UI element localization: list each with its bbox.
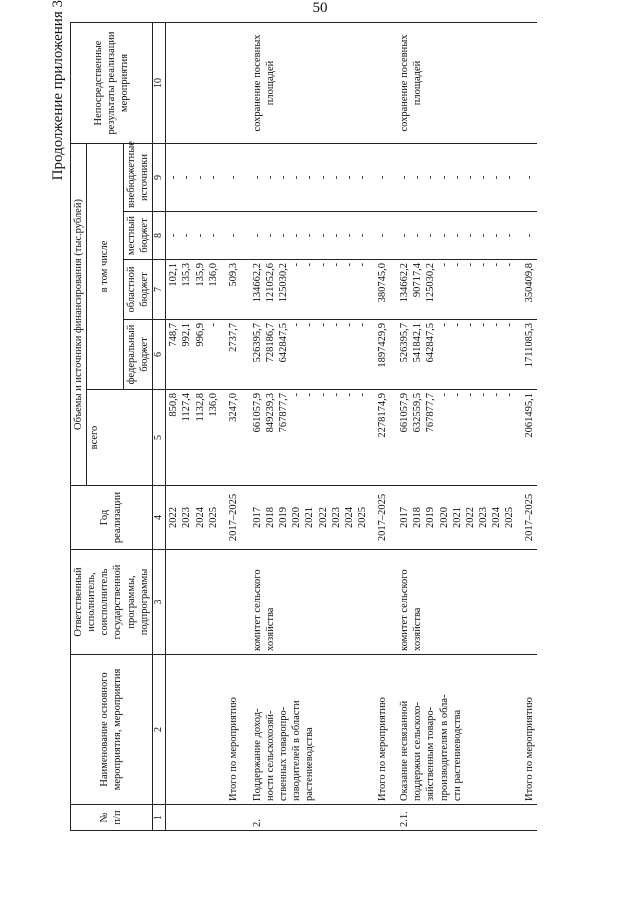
item-name: Поддержание доход- ности сельскохозяй- ственных товаропро- изводителей в области растениеводства — [241, 655, 370, 805]
item-name: Оказание несвязанной поддержки сельскохо- зяйственным товаро- производителям в обла- сти растениеводства — [390, 655, 517, 805]
extra-cell: - - - - - - - - - — [241, 143, 370, 211]
appendix-subtitle: Продолжение приложения 3 — [50, 0, 66, 181]
summary-years: 2017–2025 — [221, 486, 241, 550]
header-incl: в том числе — [87, 143, 123, 389]
summary-total: 2278174,9 — [370, 390, 390, 486]
years-cell: 2017 2018 2019 2020 2021 2022 2023 2024 2025 — [241, 486, 370, 550]
col-number: 4 — [152, 486, 166, 550]
extra-cell: - - - - - - - - - — [390, 143, 517, 211]
header-executor: Ответственный исполнитель, соисполнитель государственной программы, подпрограммы — [71, 550, 153, 655]
header-regional: областной бюджет — [123, 260, 152, 320]
federal-cell: 748,7 992,1 996,9 - — [166, 320, 221, 390]
federal-cell: 526395,7 728186,7 642847,5 - - - - - - — [241, 320, 370, 390]
item-result: сохранение посевных площадей — [241, 22, 370, 143]
summary-extra: - — [370, 143, 390, 211]
summary-years: 2017–2025 — [370, 486, 390, 550]
col-number: 6 — [152, 320, 166, 390]
summary-total: 3247,0 — [221, 390, 241, 486]
regional-cell: 134662,2 121052,6 125030,2 - - - - - - — [241, 260, 370, 320]
local-cell: - - - - - - - - - — [390, 212, 517, 260]
local-cell: - - - - - - - - - — [241, 212, 370, 260]
extra-cell: - - - - — [166, 143, 221, 211]
item-number: 2. — [241, 805, 370, 831]
summary-row — [517, 22, 537, 830]
header-results: Непосредственные результаты реализации мероприятия — [71, 22, 153, 143]
header-num: № п/п — [71, 805, 153, 831]
col-number: 8 — [152, 212, 166, 260]
col-number: 9 — [152, 143, 166, 211]
header-extra: внебюджетные источники — [123, 143, 152, 211]
col-number: 7 — [152, 260, 166, 320]
table-row — [166, 22, 221, 830]
summary-row — [221, 22, 241, 830]
table-row — [390, 22, 517, 830]
financing-table — [70, 22, 537, 831]
item-executor: комитет сельского хозяйства — [241, 550, 370, 655]
summary-local: - — [517, 212, 537, 260]
regional-cell: 102,1 135,3 135,9 136,0 — [166, 260, 221, 320]
item-executor: комитет сельского хозяйства — [390, 550, 517, 655]
header-federal: федеральный бюджет — [123, 320, 152, 390]
col-number: 2 — [152, 655, 166, 805]
header-local: местный бюджет — [123, 212, 152, 260]
summary-regional: 509,3 — [221, 260, 241, 320]
header-total: всего — [87, 390, 153, 486]
summary-federal: 1897429,9 — [370, 320, 390, 390]
col-number: 10 — [152, 22, 166, 143]
page-number: 50 — [312, 0, 328, 16]
item-number: 2.1. — [390, 805, 517, 831]
summary-label: Итого по мероприятию — [517, 655, 537, 805]
years-cell: 2022 2023 2024 2025 — [166, 486, 221, 550]
column-number-row — [152, 22, 166, 830]
table-row — [241, 22, 370, 830]
header-volumes: Объемы и источники финансирования (тыс.рублей) — [71, 143, 87, 485]
col-number: 1 — [152, 805, 166, 831]
summary-years: 2017–2025 — [517, 486, 537, 550]
total-cell: 661057,9 849239,3 767877,7 - - - - - - — [241, 390, 370, 486]
summary-extra: - — [221, 143, 241, 211]
summary-label: Итого по мероприятию — [370, 655, 390, 805]
summary-label: Итого по мероприятию — [221, 655, 241, 805]
header-name: Наименование основного мероприятия, мероприятия — [71, 655, 153, 805]
federal-cell: 526395,7 541842,1 642847,5 - - - - - - — [390, 320, 517, 390]
total-cell: 661057,9 632559,5 767877,7 - - - - - - — [390, 390, 517, 486]
summary-regional: 350409,8 — [517, 260, 537, 320]
summary-local: - — [221, 212, 241, 260]
col-number: 5 — [152, 390, 166, 486]
summary-row — [370, 22, 390, 830]
summary-total: 2061495,1 — [517, 390, 537, 486]
local-cell: - - - - — [166, 212, 221, 260]
summary-federal: 1711085,3 — [517, 320, 537, 390]
summary-federal: 2737,7 — [221, 320, 241, 390]
summary-extra: - — [517, 143, 537, 211]
total-cell: 850,8 1127,4 1132,8 136,0 — [166, 390, 221, 486]
header-year: Год реализации — [71, 486, 153, 550]
item-result: сохранение посевных площадей — [390, 22, 517, 143]
summary-regional: 380745,0 — [370, 260, 390, 320]
col-number: 3 — [152, 550, 166, 655]
regional-cell: 134662,2 90717,4 125030,2 - - - - - - — [390, 260, 517, 320]
years-cell: 2017 2018 2019 2020 2021 2022 2023 2024 2025 — [390, 486, 517, 550]
summary-local: - — [370, 212, 390, 260]
